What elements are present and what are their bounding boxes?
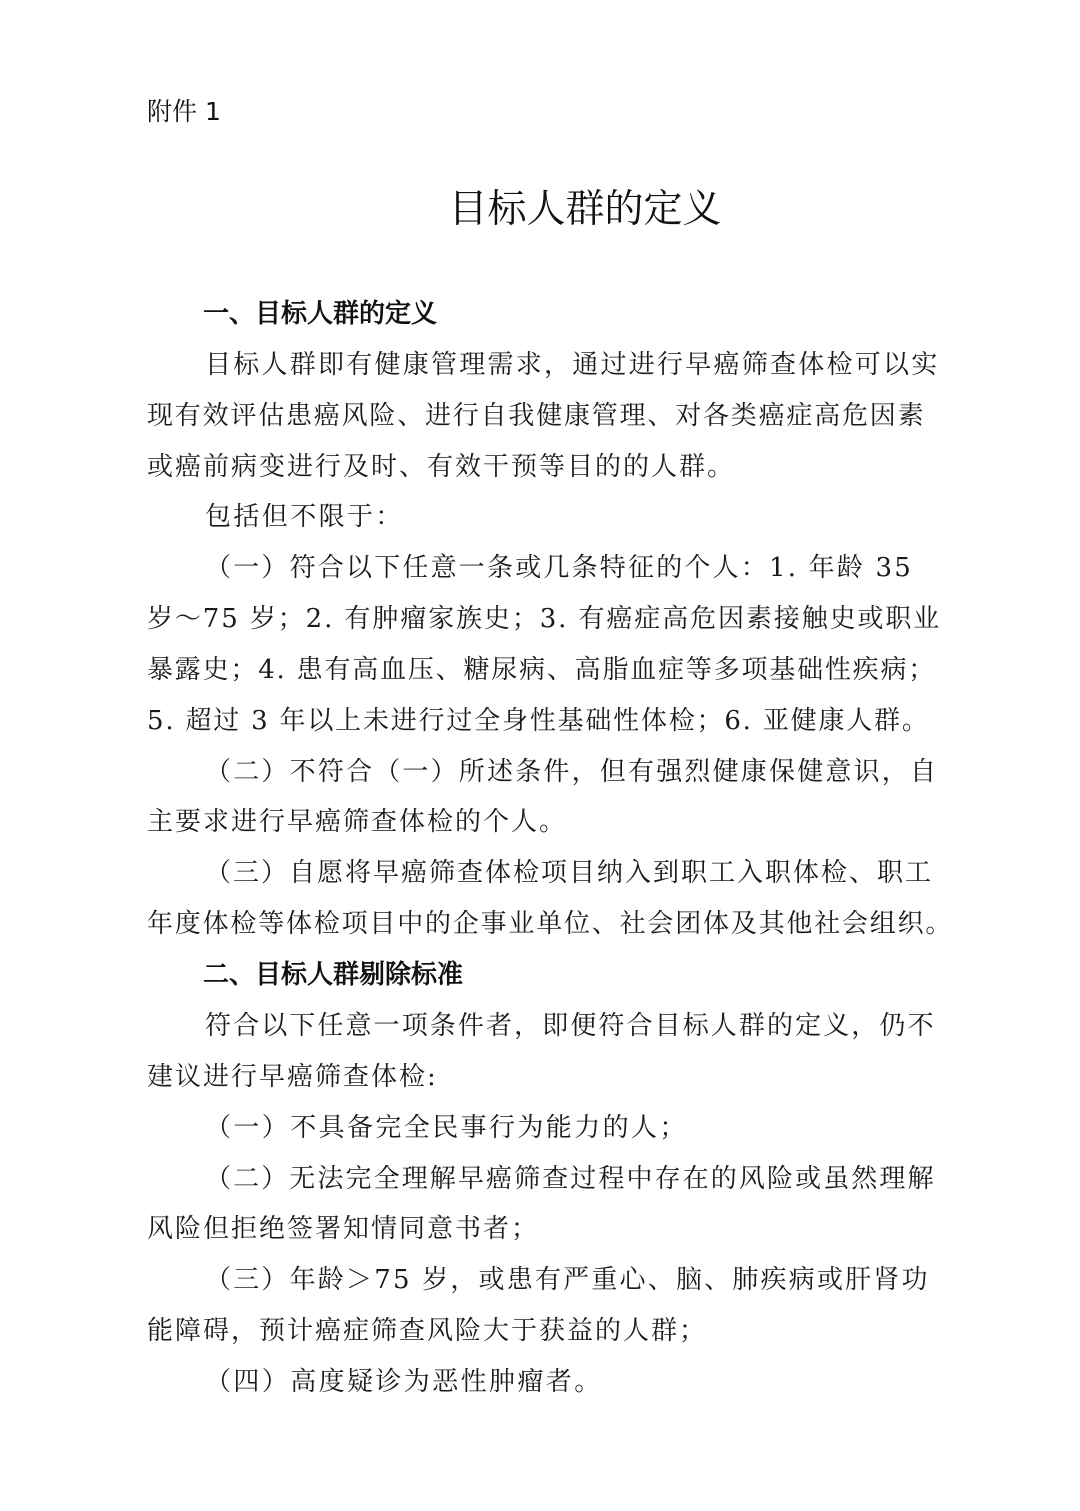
section-2-intro-line: 符合以下任意一项条件者，即便符合目标人群的定义，仍不 bbox=[205, 1011, 936, 1041]
section-1-paragraph-line: 目标人群即有健康管理需求，通过进行早癌筛查体检可以实 bbox=[205, 350, 940, 380]
exclusion-item-1: （一）不具备完全民事行为能力的人； bbox=[205, 1113, 688, 1143]
item-2-line: （二）不符合（一）所述条件，但有强烈健康保健意识，自 bbox=[205, 757, 939, 787]
item-3-line: （三）自愿将早癌筛查体检项目纳入到职工入职体检、职工 bbox=[205, 858, 934, 888]
item-1-line: （一）符合以下任意一条或几条特征的个人：1. 年龄 35 bbox=[205, 553, 914, 583]
exclusion-item-2-line: （二）无法完全理解早癌筛查过程中存在的风险或虽然理解 bbox=[205, 1164, 936, 1194]
exclusion-item-2-line: 风险但拒绝签署知情同意书者； bbox=[147, 1214, 540, 1244]
exclusion-item-3-line: （三）年龄＞75 岁，或患有严重心、脑、肺疾病或肝肾功 bbox=[205, 1265, 930, 1295]
document-title: 目标人群的定义 bbox=[448, 187, 722, 232]
section-1-paragraph-line: 或癌前病变进行及时、有效干预等目的的人群。 bbox=[147, 452, 736, 482]
item-1-line: 岁～75 岁；2. 有肿瘤家族史；3. 有癌症高危因素接触史或职业 bbox=[147, 604, 942, 634]
includes-label: 包括但不限于： bbox=[205, 502, 404, 532]
section-2-heading: 二、目标人群剔除标准 bbox=[203, 960, 464, 990]
item-2-line: 主要求进行早癌筛查体检的个人。 bbox=[147, 807, 568, 837]
exclusion-item-3-line: 能障碍，预计癌症筛查风险大于获益的人群； bbox=[147, 1316, 708, 1346]
item-1-line: 暴露史；4. 患有高血压、糖尿病、高脂血症等多项基础性疾病； bbox=[147, 655, 937, 685]
attachment-label: 附件 1 bbox=[147, 97, 221, 126]
item-1-line: 5. 超过 3 年以上未进行过全身性基础性体检；6. 亚健康人群。 bbox=[147, 706, 930, 736]
section-2-intro-line: 建议进行早癌筛查体检: bbox=[147, 1062, 438, 1092]
exclusion-item-4: （四）高度疑诊为恶性肿瘤者。 bbox=[205, 1367, 603, 1397]
section-1-paragraph-line: 现有效评估患癌风险、进行自我健康管理、对各类癌症高危因素 bbox=[147, 401, 926, 431]
item-3-line: 年度体检等体检项目中的企事业单位、社会团体及其他社会组织。 bbox=[147, 909, 954, 939]
section-1-heading: 一、目标人群的定义 bbox=[203, 299, 438, 329]
